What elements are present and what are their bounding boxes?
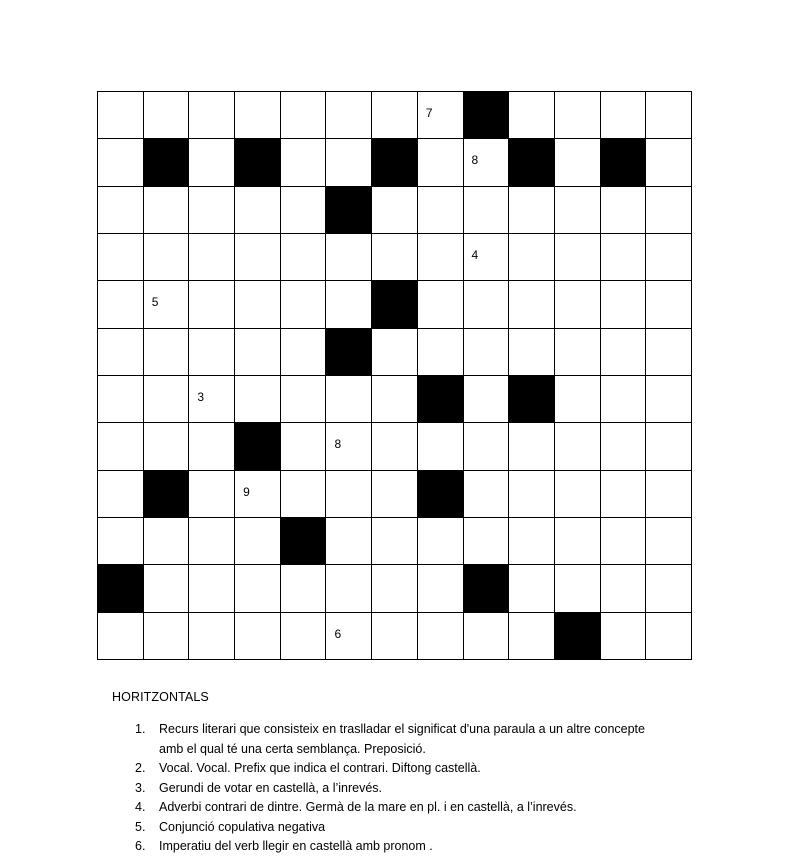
- white-cell[interactable]: [646, 281, 692, 328]
- white-cell[interactable]: [417, 186, 463, 233]
- white-cell[interactable]: [326, 470, 372, 517]
- white-cell[interactable]: [600, 92, 646, 139]
- white-cell[interactable]: [509, 612, 555, 659]
- white-cell[interactable]: [463, 186, 509, 233]
- cell-number: 8: [471, 153, 479, 168]
- black-cell: [326, 186, 372, 233]
- black-cell: [417, 375, 463, 422]
- white-cell[interactable]: [463, 375, 509, 422]
- white-cell[interactable]: [326, 423, 372, 470]
- white-cell[interactable]: [509, 186, 555, 233]
- white-cell[interactable]: [417, 517, 463, 564]
- grid-row: [98, 233, 692, 280]
- white-cell[interactable]: [280, 565, 326, 612]
- white-cell[interactable]: [235, 565, 281, 612]
- white-cell[interactable]: [509, 92, 555, 139]
- grid-row: [98, 92, 692, 139]
- white-cell[interactable]: [509, 281, 555, 328]
- white-cell[interactable]: [235, 517, 281, 564]
- white-cell[interactable]: [372, 470, 418, 517]
- white-cell[interactable]: [326, 139, 372, 186]
- white-cell[interactable]: [98, 328, 144, 375]
- white-cell[interactable]: [554, 423, 600, 470]
- white-cell[interactable]: [189, 565, 235, 612]
- white-cell[interactable]: [509, 565, 555, 612]
- white-cell[interactable]: [280, 423, 326, 470]
- clue-item: [135, 837, 655, 857]
- white-cell[interactable]: [372, 565, 418, 612]
- white-cell[interactable]: [189, 423, 235, 470]
- white-cell[interactable]: [646, 375, 692, 422]
- white-cell[interactable]: [600, 328, 646, 375]
- white-cell[interactable]: [189, 233, 235, 280]
- white-cell[interactable]: [646, 423, 692, 470]
- white-cell[interactable]: [554, 565, 600, 612]
- clue-number: 4.: [135, 800, 146, 814]
- black-cell: [372, 139, 418, 186]
- black-cell: [554, 612, 600, 659]
- white-cell[interactable]: [98, 517, 144, 564]
- black-cell: [463, 92, 509, 139]
- white-cell[interactable]: [646, 470, 692, 517]
- white-cell[interactable]: [98, 470, 144, 517]
- white-cell[interactable]: [600, 470, 646, 517]
- clue-number: 6.: [135, 839, 146, 853]
- white-cell[interactable]: [235, 375, 281, 422]
- white-cell[interactable]: [509, 328, 555, 375]
- white-cell[interactable]: [417, 92, 463, 139]
- white-cell[interactable]: [554, 470, 600, 517]
- white-cell[interactable]: [189, 92, 235, 139]
- white-cell[interactable]: [600, 281, 646, 328]
- white-cell[interactable]: [143, 375, 189, 422]
- clue-item: [135, 779, 655, 799]
- white-cell[interactable]: [235, 470, 281, 517]
- white-cell[interactable]: [326, 612, 372, 659]
- white-cell[interactable]: [280, 375, 326, 422]
- white-cell[interactable]: [143, 233, 189, 280]
- white-cell[interactable]: [509, 233, 555, 280]
- white-cell[interactable]: [189, 517, 235, 564]
- white-cell[interactable]: [463, 328, 509, 375]
- grid-row: [98, 281, 692, 328]
- white-cell[interactable]: [326, 233, 372, 280]
- cell-number: 4: [471, 247, 479, 262]
- clue-number: 2.: [135, 761, 146, 775]
- grid-row: [98, 328, 692, 375]
- crossword-grid: [97, 91, 692, 660]
- white-cell[interactable]: [600, 186, 646, 233]
- black-cell: [143, 139, 189, 186]
- grid-row: [98, 139, 692, 186]
- white-cell[interactable]: [417, 281, 463, 328]
- white-cell[interactable]: [98, 375, 144, 422]
- white-cell[interactable]: [98, 186, 144, 233]
- black-cell: [235, 423, 281, 470]
- white-cell[interactable]: [646, 92, 692, 139]
- white-cell[interactable]: [143, 423, 189, 470]
- white-cell[interactable]: [417, 233, 463, 280]
- black-cell: [235, 139, 281, 186]
- white-cell[interactable]: [189, 186, 235, 233]
- black-cell: [509, 139, 555, 186]
- white-cell[interactable]: [280, 328, 326, 375]
- white-cell[interactable]: [98, 139, 144, 186]
- white-cell[interactable]: [326, 375, 372, 422]
- white-cell[interactable]: [600, 375, 646, 422]
- white-cell[interactable]: [554, 281, 600, 328]
- clue-item: [135, 759, 655, 779]
- white-cell[interactable]: [372, 92, 418, 139]
- white-cell[interactable]: [509, 423, 555, 470]
- white-cell[interactable]: [143, 612, 189, 659]
- white-cell[interactable]: [326, 565, 372, 612]
- white-cell[interactable]: [280, 470, 326, 517]
- white-cell[interactable]: [417, 612, 463, 659]
- black-cell: [143, 470, 189, 517]
- white-cell[interactable]: [98, 92, 144, 139]
- white-cell[interactable]: [417, 328, 463, 375]
- white-cell[interactable]: [646, 612, 692, 659]
- white-cell[interactable]: [143, 565, 189, 612]
- white-cell[interactable]: [509, 517, 555, 564]
- black-cell: [600, 139, 646, 186]
- white-cell[interactable]: [554, 233, 600, 280]
- white-cell[interactable]: [372, 328, 418, 375]
- clue-item: [135, 720, 655, 759]
- white-cell[interactable]: [646, 139, 692, 186]
- white-cell[interactable]: [235, 281, 281, 328]
- white-cell[interactable]: [463, 281, 509, 328]
- white-cell[interactable]: [372, 517, 418, 564]
- white-cell[interactable]: [463, 612, 509, 659]
- white-cell[interactable]: [280, 92, 326, 139]
- black-cell: [509, 375, 555, 422]
- cell-number: 6: [334, 626, 342, 641]
- grid-row: [98, 517, 692, 564]
- white-cell[interactable]: [98, 423, 144, 470]
- white-cell[interactable]: [326, 92, 372, 139]
- grid-row: [98, 612, 692, 659]
- white-cell[interactable]: [189, 281, 235, 328]
- clue-number: 3.: [135, 780, 146, 795]
- clue-text: Adverbi contrari de dintre. Germà de la mare en pl. i en castellà, a l’inrevés.: [159, 800, 577, 814]
- white-cell[interactable]: [235, 328, 281, 375]
- white-cell[interactable]: [554, 92, 600, 139]
- white-cell[interactable]: [189, 612, 235, 659]
- white-cell[interactable]: [98, 612, 144, 659]
- clue-number: 1.: [135, 722, 146, 736]
- white-cell[interactable]: [646, 328, 692, 375]
- white-cell[interactable]: [235, 186, 281, 233]
- white-cell[interactable]: [280, 186, 326, 233]
- white-cell[interactable]: [463, 233, 509, 280]
- white-cell[interactable]: [280, 139, 326, 186]
- white-cell[interactable]: [509, 470, 555, 517]
- grid-row: [98, 186, 692, 233]
- white-cell[interactable]: [189, 139, 235, 186]
- clues-heading: HORITZONTALS: [112, 690, 209, 704]
- clue-list: [135, 720, 655, 857]
- white-cell[interactable]: [372, 375, 418, 422]
- cell-number: 3: [197, 389, 205, 404]
- white-cell[interactable]: [417, 423, 463, 470]
- white-cell[interactable]: [372, 233, 418, 280]
- white-cell[interactable]: [235, 233, 281, 280]
- white-cell[interactable]: [417, 139, 463, 186]
- white-cell[interactable]: [98, 281, 144, 328]
- clue-item: [135, 798, 655, 818]
- white-cell[interactable]: [646, 233, 692, 280]
- white-cell[interactable]: [280, 281, 326, 328]
- white-cell[interactable]: [554, 375, 600, 422]
- white-cell[interactable]: [189, 375, 235, 422]
- white-cell[interactable]: [554, 139, 600, 186]
- clue-text: Gerundi de votar en castellà, a l’inrevés.: [159, 780, 383, 795]
- white-cell[interactable]: [372, 423, 418, 470]
- white-cell[interactable]: [372, 186, 418, 233]
- clue-number: 5.: [135, 819, 146, 834]
- grid-row: [98, 423, 692, 470]
- black-cell: [326, 328, 372, 375]
- white-cell[interactable]: [463, 470, 509, 517]
- cell-number: 9: [243, 484, 250, 499]
- grid-row: [98, 375, 692, 422]
- black-cell: [280, 517, 326, 564]
- white-cell[interactable]: [600, 565, 646, 612]
- clue-text: Recurs literari que consisteix en traslladar el significat d'una paraula a un altre concepte amb el qual té una certa semblança. Preposició.: [159, 722, 645, 756]
- white-cell[interactable]: [143, 281, 189, 328]
- black-cell: [372, 281, 418, 328]
- black-cell: [463, 565, 509, 612]
- white-cell[interactable]: [554, 328, 600, 375]
- clue-text: Vocal. Vocal. Prefix que indica el contrari. Diftong castellà.: [159, 761, 481, 775]
- white-cell[interactable]: [600, 612, 646, 659]
- white-cell[interactable]: [600, 517, 646, 564]
- black-cell: [98, 565, 144, 612]
- cell-number: 8: [334, 437, 342, 452]
- white-cell[interactable]: [143, 92, 189, 139]
- white-cell[interactable]: [646, 186, 692, 233]
- white-cell[interactable]: [143, 517, 189, 564]
- white-cell[interactable]: [326, 281, 372, 328]
- white-cell[interactable]: [646, 565, 692, 612]
- white-cell[interactable]: [98, 233, 144, 280]
- black-cell: [417, 470, 463, 517]
- white-cell[interactable]: [235, 612, 281, 659]
- white-cell[interactable]: [189, 470, 235, 517]
- cell-number: 7: [425, 106, 433, 120]
- white-cell[interactable]: [554, 186, 600, 233]
- white-cell[interactable]: [143, 186, 189, 233]
- white-cell[interactable]: [326, 517, 372, 564]
- clue-text: Imperatiu del verb llegir en castellà amb pronom .: [159, 839, 433, 853]
- white-cell[interactable]: [372, 612, 418, 659]
- white-cell[interactable]: [417, 565, 463, 612]
- white-cell[interactable]: [463, 423, 509, 470]
- white-cell[interactable]: [235, 92, 281, 139]
- grid-row: [98, 565, 692, 612]
- clue-item: [135, 818, 655, 838]
- white-cell[interactable]: [463, 517, 509, 564]
- white-cell[interactable]: [463, 139, 509, 186]
- clue-text: Conjunció copulativa negativa: [159, 819, 326, 834]
- white-cell[interactable]: [554, 517, 600, 564]
- cell-number: 5: [151, 295, 159, 310]
- white-cell[interactable]: [280, 233, 326, 280]
- white-cell[interactable]: [600, 233, 646, 280]
- white-cell[interactable]: [646, 517, 692, 564]
- grid-row: [98, 470, 692, 517]
- white-cell[interactable]: [189, 328, 235, 375]
- white-cell[interactable]: [600, 423, 646, 470]
- white-cell[interactable]: [280, 612, 326, 659]
- white-cell[interactable]: [143, 328, 189, 375]
